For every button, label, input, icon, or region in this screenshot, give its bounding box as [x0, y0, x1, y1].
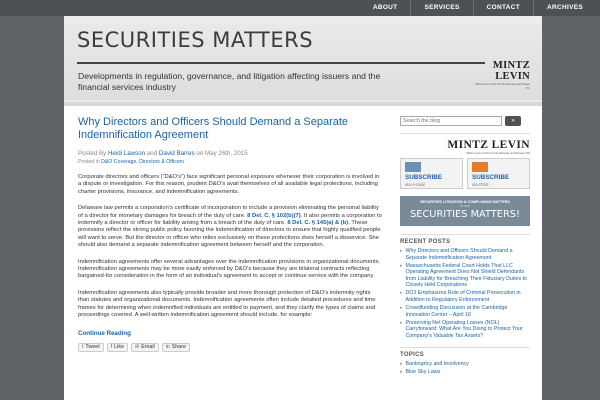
- recent-posts-list: [400, 248, 530, 339]
- post-byline: [78, 150, 382, 157]
- topics-heading: TOPICS: [400, 347, 530, 358]
- post-paragraph: [78, 205, 382, 249]
- nav-contact[interactable]: CONTACT: [473, 0, 533, 16]
- topic-link[interactable]: [400, 361, 530, 368]
- nav-services[interactable]: SERVICES: [410, 0, 472, 16]
- sidebar: [400, 116, 530, 377]
- header-brand-name: MINTZ LEVIN: [492, 60, 530, 82]
- share-bar: [78, 343, 382, 352]
- sidebar-brand-name: MINTZ LEVIN: [447, 139, 530, 151]
- recent-post-link-label: DOJ Emphasizes Role of Criminal Prosecution in Addition to Regulatory Enforcement: [405, 290, 521, 303]
- rebrand-line-1: SECURITIES LITIGATION & COMPLIANCE MATTERS: [420, 200, 510, 204]
- rss-icon: [472, 162, 488, 172]
- topic-link[interactable]: [400, 369, 530, 376]
- statute-reference-link[interactable]: 8 Del. C. § 102(b)(7): [247, 212, 301, 219]
- header-brand-sub: Mintz Levin Cohn Ferris Glovsky and Popeo PC: [475, 82, 530, 90]
- subscribe-email-title: SUBSCRIBE: [405, 174, 443, 181]
- statute-reference-link[interactable]: 8 Del. C. § 145(a) & (b): [287, 220, 349, 227]
- subscribe-email-sub: via e-mail: [405, 182, 425, 187]
- share-button[interactable]: [162, 343, 190, 352]
- recent-post-link-label: Crowdfunding Discussion at the Cambridge Innovation Center – April 16: [405, 304, 508, 318]
- sidebar-brand-sub: Mintz Levin Cohn Ferris Glovsky and Popeo PC: [466, 151, 530, 155]
- bullet-arrow-icon: ▸: [400, 369, 403, 376]
- search-input[interactable]: [400, 116, 502, 126]
- main-content: [78, 116, 382, 352]
- paragraph-text: . These provisions reflect the strong public policy favoring the indemnification of directors to ensure that highly qualified people will want to serve. But the director or officer who relies exclusively on these protections does herself a disservice. She should also demand a separate indemnification agreement between herself and the corporation.: [78, 220, 381, 249]
- recent-post-link-label: Massachusetts Federal Court Holds That LLC Operating Agreement Does Not Shield Defendants from Liability for Breaching Their Fiduciary Duties to Closely Held Corporations: [405, 262, 528, 289]
- paragraph-text: Indemnification agreements also typically provide broader and more thorough protection of D&O’s indemnity rights than statutes and organizational documents. Indemnification agreements often include detailed procedures and time frames for determining when indemnified individuals are entitled to payment, and they clarify the types of claims and proceedings covered. A well-written indemnification agreement should include, for example:: [78, 289, 376, 319]
- search-form: [400, 116, 530, 126]
- subscribe-rss-title: SUBSCRIBE: [472, 174, 510, 181]
- nav-about[interactable]: ABOUT: [372, 4, 398, 11]
- paragraph-text: . It also permits a corporation to indemnify a director or officer for liability arising from a breach of the duty of care.: [78, 212, 382, 227]
- tweet-button[interactable]: [78, 343, 104, 352]
- top-nav-items: [360, 0, 596, 16]
- continue-reading-link[interactable]: Continue Reading: [78, 329, 131, 337]
- bullet-arrow-icon: ▸: [400, 319, 403, 326]
- rebrand-line-2: is now: [460, 204, 470, 208]
- bullet-arrow-icon: ▸: [400, 262, 403, 269]
- topic-link-label: Bankruptcy and Insolvency: [405, 361, 469, 368]
- recent-post-link-label: Why Directors and Officers Should Demand a Separate Indemnification Agreement: [405, 248, 513, 261]
- search-button[interactable]: »: [505, 116, 521, 126]
- recent-post-link[interactable]: [400, 263, 530, 289]
- topic-link-label: Blue Sky Laws: [405, 369, 441, 376]
- bullet-arrow-icon: ▸: [400, 290, 403, 297]
- recent-post-link[interactable]: [400, 305, 530, 318]
- recent-post-link[interactable]: [400, 320, 530, 340]
- site-description: Developments in regulation, governance, and litigation affecting issuers and the financial services industry: [78, 71, 381, 92]
- page-container: [64, 16, 542, 400]
- category-links[interactable]: D&O Coverage, Directors & Officers: [101, 159, 185, 165]
- nav-archives[interactable]: ARCHIVES: [533, 0, 596, 16]
- share-label: Share: [171, 344, 187, 350]
- like-icon: f: [110, 344, 113, 350]
- site-header: [64, 16, 542, 106]
- subscribe-rss-sub: via RSS: [472, 182, 489, 187]
- site-title[interactable]: SECURITIES MATTERS: [77, 28, 314, 52]
- post-title[interactable]: Why Directors and Officers Should Demand a Separate Indemnification Agreement: [78, 116, 349, 141]
- share-label: Like: [114, 344, 125, 350]
- header-divider: [77, 62, 485, 64]
- topics-list: [400, 361, 530, 376]
- bullet-arrow-icon: ▸: [400, 361, 403, 368]
- bullet-arrow-icon: ▸: [400, 248, 403, 254]
- byline-and: and: [146, 150, 158, 157]
- recent-post-link-label: Preserving Net Operating Losses (NOL) Carryforward: What Are You Doing to Protect Your Company’s Valuable Tax Assets?: [405, 319, 523, 339]
- rebrand-banner[interactable]: [400, 196, 530, 226]
- like-button[interactable]: [107, 343, 128, 352]
- top-navigation: [0, 0, 600, 16]
- post-categories: [78, 159, 382, 165]
- post-date: on May 26th, 2015: [196, 150, 248, 157]
- post-body: [78, 174, 382, 320]
- twitter-icon: t: [82, 344, 84, 350]
- share-label: Tweet: [85, 344, 100, 350]
- paragraph-text: Delaware law permits a corporation’s certificate of incorporation to include a provision eliminating the personal liability of a director for monetary damages for breach of the duty of care.: [78, 205, 379, 219]
- subscribe-section: [400, 158, 530, 189]
- linkedin-icon: in: [165, 344, 170, 350]
- author-link-2[interactable]: David Barres: [158, 150, 195, 157]
- paragraph-text: Indemnification agreements offer several advantages over the indemnification provisions in organizational documents. Indemnification agreements may be more easily enforced by D&O’s because they are bilateral contracts reflecting bargained-for consideration in the form of an individual’s agreement to accept or continue service with the company.: [78, 258, 381, 280]
- post-paragraph: [78, 290, 382, 320]
- post-paragraph: [78, 174, 382, 196]
- rebrand-line-3: SECURITIES MATTERS!: [410, 209, 520, 220]
- share-label: Email: [141, 344, 155, 350]
- subscribe-email-button[interactable]: [400, 158, 463, 189]
- bullet-arrow-icon: ▸: [400, 304, 403, 311]
- subscribe-rss-button[interactable]: [467, 158, 530, 189]
- posted-in-prefix: Posted in: [78, 159, 100, 165]
- header-banner: [64, 24, 542, 100]
- recent-posts-heading: RECENT POSTS: [400, 234, 530, 245]
- paragraph-text: Corporate directors and officers (“D&O’s”) face significant personal exposure whenever their corporation is involved in a dispute or investigation. For this reason, prudent D&O’s avail themselves of all available legal protections, including charter provisions, insurance, and indemnification agreements.: [78, 174, 380, 195]
- email-button[interactable]: [131, 343, 159, 352]
- header-brand-logo[interactable]: [472, 60, 530, 90]
- post-paragraph: [78, 259, 382, 281]
- author-link-1[interactable]: Heidi Lawson: [107, 150, 146, 157]
- email-icon: [405, 162, 421, 172]
- recent-post-link[interactable]: [400, 248, 530, 261]
- sidebar-brand-logo[interactable]: [400, 133, 530, 155]
- byline-prefix: Posted By: [78, 150, 107, 157]
- recent-post-link[interactable]: [400, 290, 530, 303]
- email-icon: ✉: [135, 344, 140, 350]
